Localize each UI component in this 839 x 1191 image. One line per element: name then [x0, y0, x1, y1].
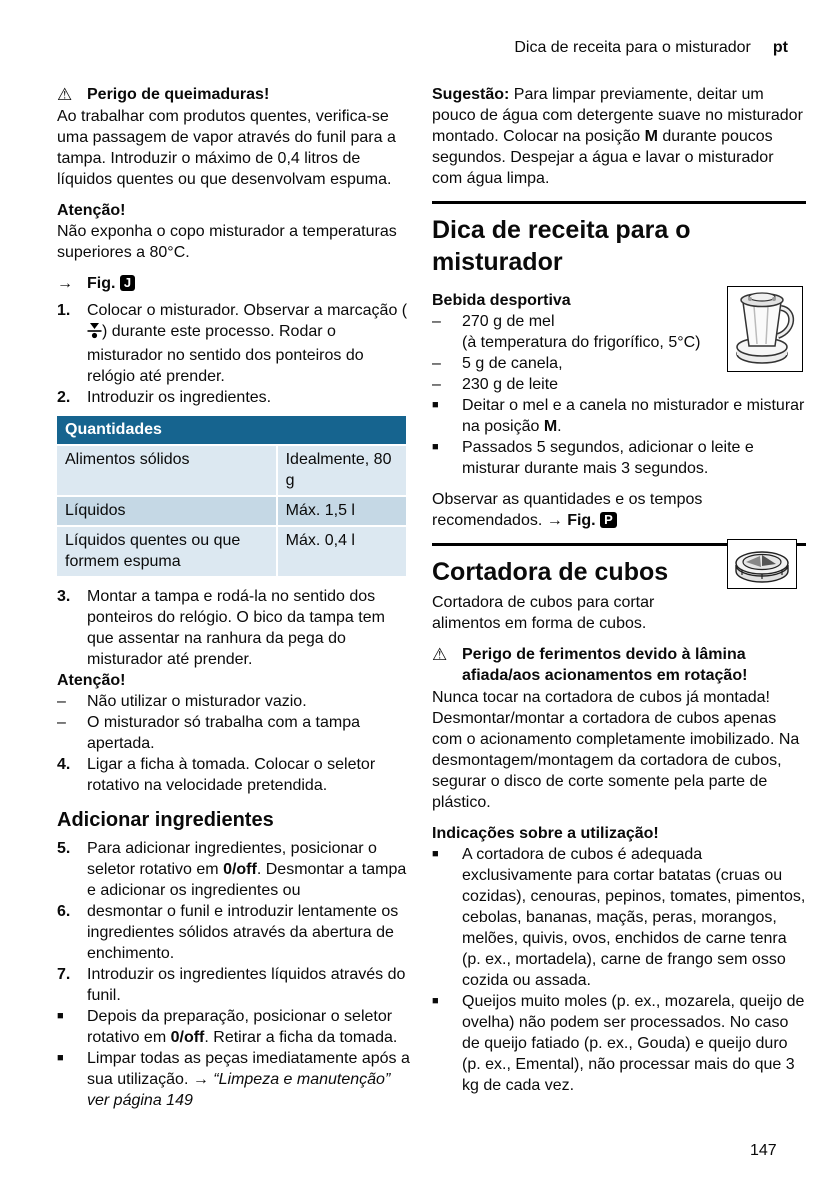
recipe-title: Bebida desportiva — [432, 292, 571, 309]
bold-m-position: M — [543, 418, 558, 435]
square-bullet: ■ — [57, 1010, 64, 1022]
suggestion-paragraph — [432, 84, 806, 189]
attention2-item — [57, 712, 410, 754]
step6-text: desmontar o funil e introduzir lentamente os ingredientes sólidos através da abertura de enchimento. — [87, 903, 399, 962]
warning-triangle-icon: ⚠ — [432, 645, 448, 664]
step1-text-post: ) durante este processo. Rodar o misturador no sentido dos ponteiros do relógio até prender. — [87, 323, 364, 385]
numbered-step-4 — [57, 754, 410, 796]
step-number: 1. — [57, 302, 71, 319]
ingredient-text-note: (à temperatura do frigorífico, 5°C) — [462, 334, 701, 351]
figure-label: Fig. — [567, 512, 596, 529]
cross-reference-italic: “Limpeza e manutenção” ver página 149 — [87, 1071, 391, 1109]
figure-label: Fig. — [87, 275, 116, 292]
numbered-step-6 — [57, 901, 410, 964]
attention1-body: Não exponha o copo misturador a temperaturas superiores a 80°C. — [57, 223, 397, 261]
numbered-step-7 — [57, 964, 410, 1006]
blender-image — [727, 286, 803, 372]
recipe-step-text: Passados 5 segundos, adicionar o leite e misturar durante mais 3 segundos. — [462, 439, 754, 477]
numbered-step-3 — [57, 586, 410, 670]
attention2-item-text: O misturador só trabalha com a tampa apertada. — [87, 714, 361, 752]
numbered-step-2 — [57, 387, 410, 408]
step-number: 4. — [57, 756, 71, 773]
numbered-step-5 — [57, 838, 410, 901]
recipe-section-title: Dica de receita para o misturador — [432, 216, 691, 276]
step4-text: Ligar a ficha à tomada. Colocar o seletor rotativo na velocidade pretendida. — [87, 756, 376, 794]
numbered-step-1 — [57, 300, 410, 387]
ingredient-text: 230 g de leite — [462, 376, 559, 393]
attention2-item — [57, 691, 410, 712]
recipe-step-text2: . — [557, 418, 562, 435]
attention1-title: Atenção! — [57, 202, 126, 219]
bold-0off: 0/off — [223, 861, 257, 878]
quantities-table — [55, 414, 408, 578]
left-column — [57, 84, 410, 1111]
section-rule — [432, 201, 806, 204]
square-bullet: ■ — [432, 848, 439, 860]
ingredient-text: 5 g de canela, — [462, 355, 563, 372]
table-row — [57, 527, 406, 576]
table-cell: Líquidos — [57, 497, 276, 525]
attention2-item-text: Não utilizar o misturador vazio. — [87, 693, 307, 710]
dash-bullet: – — [432, 313, 441, 330]
step3-text: Montar a tampa e rodá-la no sentido dos ponteiros do relógio. O bico da tampa tem que assentar na ranhura da pega do misturador até prender. — [87, 588, 385, 668]
observe-quantities-note — [432, 489, 806, 531]
table-cell: Máx. 0,4 l — [278, 527, 406, 576]
running-head-title: Dica de receita para o misturador — [514, 39, 751, 56]
burn-warning-heading — [57, 84, 410, 105]
recipe-step — [432, 437, 806, 479]
dicer-section-title: Cortadora de cubos — [432, 558, 669, 586]
bullet2-text: Limpar todas as peças imediatamente após a sua utilização. — [87, 1050, 410, 1088]
recipe-step-text: Deitar o mel e a canela no misturador e misturar na posição — [462, 397, 805, 435]
step1-text-pre: Colocar o misturador. Observar a marcação ( — [87, 302, 408, 319]
burn-warning-body: Ao trabalhar com produtos quentes, verifica-se uma passagem de vapor através do funil para a tampa. Introduzir o máximo de 0,4 litros de líquidos quentes ou que desenvolvam espuma. — [57, 108, 396, 188]
attention2-title: Atenção! — [57, 672, 126, 689]
usage-item-text: A cortadora de cubos é adequada exclusivamente para cortar batatas (cruas ou cozidas), cenouras, pepinos, tomates, pimentos, cebolas, bananas, maçãs, peras, morangos, melões, quivis, ovos, enchidos de carne tenra (p. ex., mortadela), carne de frango sem osso cozida ou assada. — [462, 846, 806, 989]
figure-reference-j — [57, 273, 410, 294]
recipe-step — [432, 395, 806, 437]
blade-warning-body: Nunca tocar na cortadora de cubos já montada! Desmontar/montar a cortadora de cubos apenas com o acionamento completamente imobilizado. Na desmontagem/montagem da cortadora de cubos, segurar o disco de corte somente pela parte de plástico. — [432, 689, 800, 811]
dicer-intro: Cortadora de cubos para cortar alimentos em forma de cubos. — [432, 594, 655, 632]
ingredient-text: 270 g de mel — [462, 313, 555, 330]
blade-warning-line1: Perigo de ferimentos devido à lâmina — [462, 646, 746, 663]
alignment-mark-icon — [87, 322, 102, 345]
blade-warning-heading — [432, 644, 806, 686]
step2-text: Introduzir os ingredientes. — [87, 389, 272, 406]
usage-item — [432, 991, 806, 1096]
figure-letter-badge: J — [120, 275, 135, 291]
table-cell: Alimentos sólidos — [57, 446, 276, 495]
step-number: 2. — [57, 389, 71, 406]
add-ingredients-subheading: Adicionar ingredientes — [57, 809, 274, 831]
bold-0off: 0/off — [170, 1029, 205, 1046]
page-number: 147 — [750, 1142, 777, 1159]
arrow-icon: → — [192, 1071, 209, 1088]
ingredient-item — [432, 374, 806, 395]
usage-item — [432, 844, 806, 991]
usage-item-text: Queijos muito moles (p. ex., mozarela, queijo de ovelha) não podem ser processados. No caso de queijo fatiado (p. ex., Gouda) e queijo duro (p. ex., Emental), não processar mais do que 3 kg de cada vez. — [462, 993, 805, 1094]
dash-bullet: – — [57, 693, 66, 710]
usage-notes-title: Indicações sobre a utilização! — [432, 825, 659, 842]
right-column — [432, 84, 806, 1096]
table-cell: Líquidos quentes ou que formem espuma — [57, 527, 276, 576]
figure-letter-badge: P — [600, 512, 617, 528]
table-row — [57, 497, 406, 525]
running-head — [432, 37, 788, 58]
burn-warning-title: Perigo de queimaduras! — [87, 86, 270, 103]
square-bullet: ■ — [57, 1052, 64, 1064]
square-bullet: ■ — [432, 995, 439, 1007]
suggestion-label: Sugestão: — [432, 86, 510, 103]
dash-bullet: – — [57, 714, 66, 731]
arrow-icon: → — [57, 275, 73, 292]
table-cell: Máx. 1,5 l — [278, 497, 406, 525]
suggestion-text: Para limpar previamente, deitar um pouco de água com detergente suave no misturador montado. Colocar na posição — [432, 86, 803, 145]
bold-m-position: M — [644, 128, 658, 145]
dash-bullet: – — [432, 355, 441, 372]
bullet1-text: Depois da preparação, posicionar o seletor rotativo em — [87, 1008, 393, 1046]
square-bullet: ■ — [432, 441, 439, 453]
square-bullet-item — [57, 1006, 410, 1048]
dicer-disc-image — [727, 539, 797, 589]
step-number: 6. — [57, 903, 71, 920]
square-bullet-item — [57, 1048, 410, 1111]
bullet1-text2: . Retirar a ficha da tomada. — [204, 1029, 398, 1046]
observe-text: Observar as quantidades e os tempos recomendados. — [432, 491, 703, 529]
quantities-table-title: Quantidades — [57, 416, 406, 444]
warning-triangle-icon: ⚠ — [57, 85, 73, 104]
step5-text: Para adicionar ingredientes, posicionar o seletor rotativo em — [87, 840, 377, 878]
table-row — [57, 446, 406, 495]
step5-text2: . Desmontar a tampa e adicionar os ingredientes ou — [87, 861, 407, 899]
arrow-icon: → — [546, 512, 563, 529]
suggestion-text2: durante poucos segundos. Despejar a água e lavar o misturador com água limpa. — [432, 128, 774, 187]
blade-warning-line2: afiada/aos acionamentos em rotação! — [462, 667, 748, 684]
step-number: 7. — [57, 966, 71, 983]
running-head-language-code: pt — [772, 39, 788, 56]
step-number: 3. — [57, 588, 71, 605]
square-bullet: ■ — [432, 399, 439, 411]
dash-bullet: – — [432, 376, 441, 393]
table-cell: Idealmente, 80 g — [278, 446, 406, 495]
step7-text: Introduzir os ingredientes líquidos através do funil. — [87, 966, 406, 1004]
step-number: 5. — [57, 840, 71, 857]
